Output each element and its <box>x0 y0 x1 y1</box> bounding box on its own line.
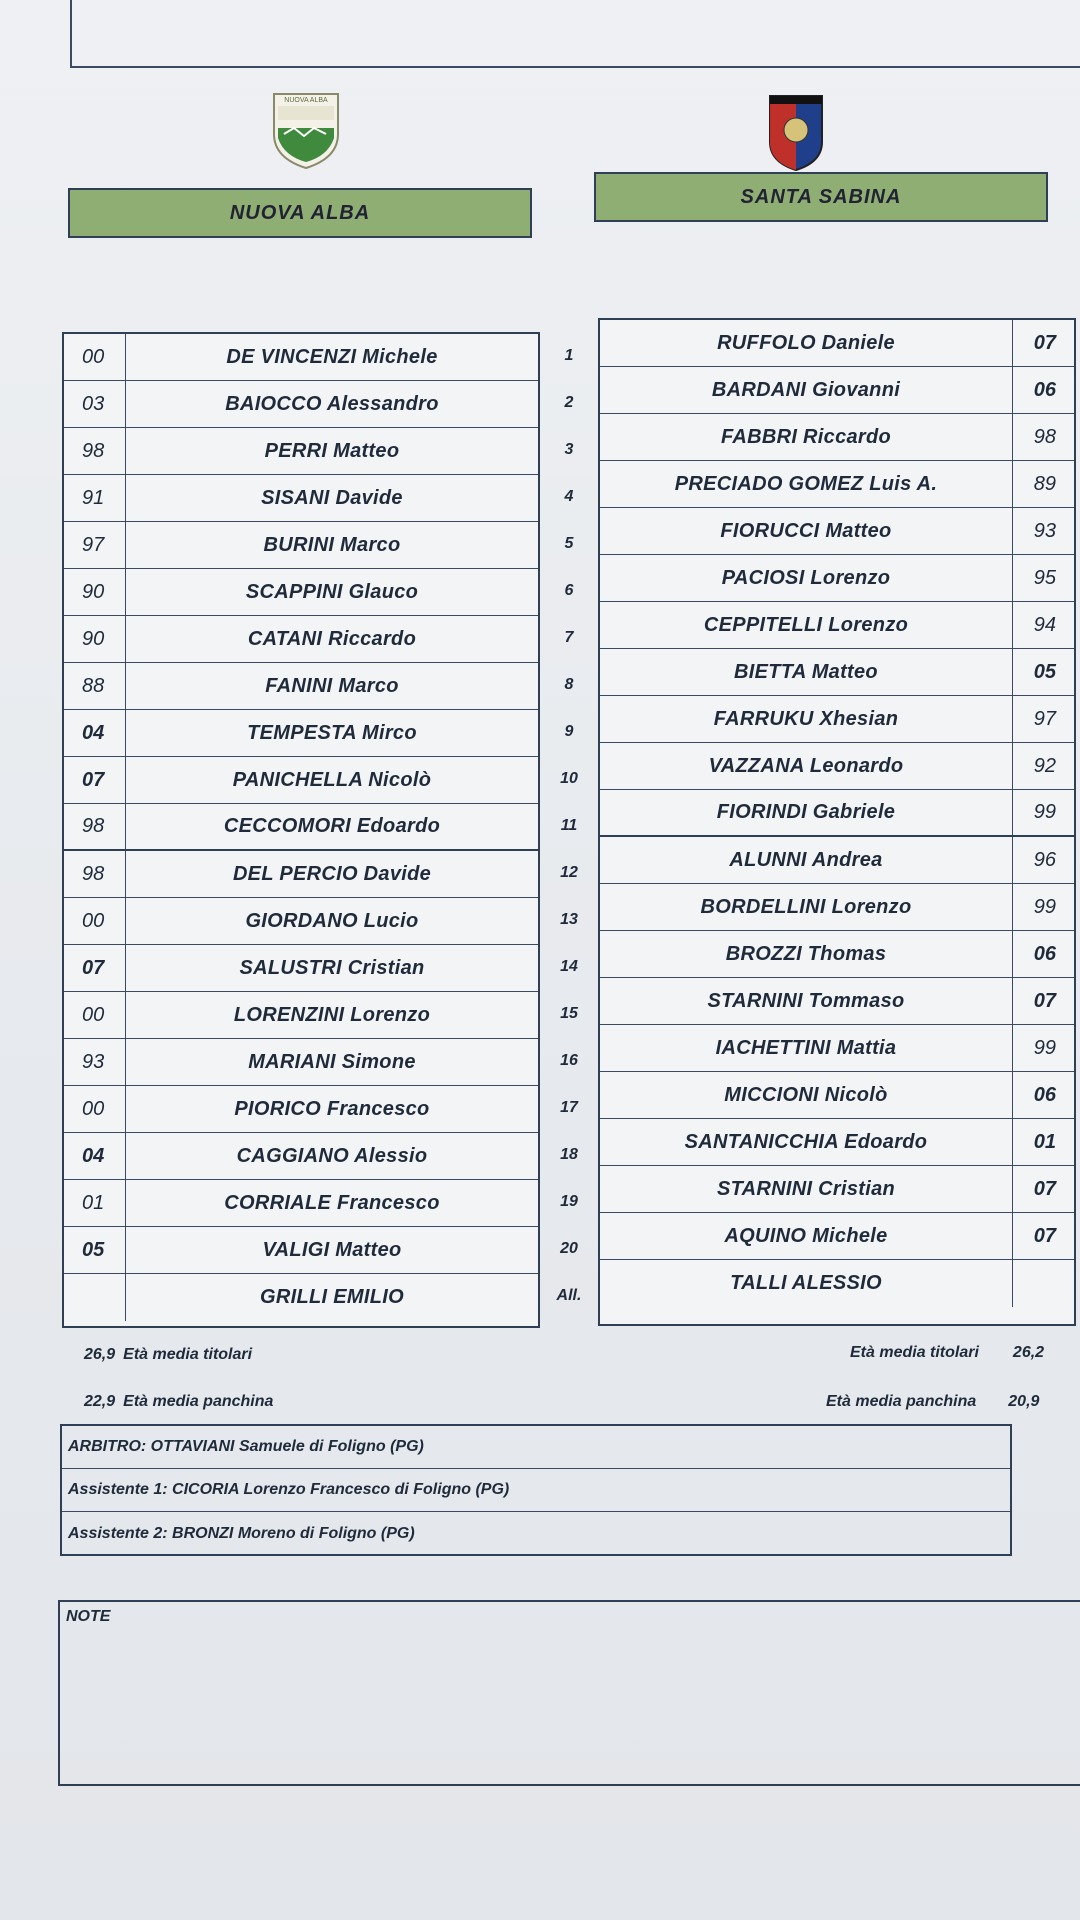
player-name-cell: FIORUCCI Matteo <box>720 519 892 542</box>
birth-year-cell: 00 <box>64 992 126 1038</box>
birth-year-cell: 99 <box>1012 1025 1074 1071</box>
shirt-number: All. <box>556 1286 582 1304</box>
home-roster-table <box>62 332 540 1328</box>
player-name-cell: FABBRI Riccardo <box>720 425 892 448</box>
home-team-name: NUOVA ALBA <box>68 188 532 238</box>
shirt-number: 13 <box>560 910 578 928</box>
birth-year-cell: 88 <box>64 663 126 709</box>
shirt-number: 6 <box>564 581 574 599</box>
birth-year-cell: 94 <box>1012 602 1074 648</box>
table-row <box>600 743 1074 790</box>
table-row <box>600 884 1074 931</box>
table-row <box>600 508 1074 555</box>
table-row <box>64 381 538 428</box>
shirt-number: 1 <box>564 346 574 364</box>
player-name-cell: PRECIADO GOMEZ Luis A. <box>674 472 938 495</box>
birth-year-cell: 90 <box>64 616 126 662</box>
nuova-alba-logo-text: NUOVA ALBA <box>284 97 328 104</box>
birth-year-cell: 05 <box>1012 649 1074 695</box>
away-bench-average-value: 20,9 <box>1008 1393 1040 1410</box>
player-name-cell: BURINI Marco <box>263 533 401 556</box>
shirt-number: 4 <box>564 487 574 505</box>
birth-year-cell: 01 <box>1012 1119 1074 1165</box>
birth-year-cell: 04 <box>64 710 126 756</box>
shirt-number: 10 <box>560 769 578 787</box>
birth-year-cell: 98 <box>64 851 126 897</box>
shirt-number: 17 <box>560 1098 578 1116</box>
player-name-cell: MARIANI Simone <box>248 1050 416 1073</box>
birth-year-cell: 07 <box>64 757 126 803</box>
shirt-number: 9 <box>564 722 574 740</box>
player-name-cell: PANICHELLA Nicolò <box>232 768 432 791</box>
away-starters-average-label: Età media titolari <box>850 1344 979 1361</box>
birth-year-cell: 07 <box>64 945 126 991</box>
home-bench-average <box>84 1393 273 1411</box>
referee-row: ARBITRO: OTTAVIANI Samuele di Foligno (PG) <box>62 1426 1010 1469</box>
birth-year-cell: 93 <box>1012 508 1074 554</box>
player-name-cell: LORENZINI Lorenzo <box>233 1003 431 1026</box>
birth-year-cell: 06 <box>1012 1072 1074 1118</box>
table-row <box>600 931 1074 978</box>
birth-year-cell: 05 <box>64 1227 126 1273</box>
table-row <box>64 1039 538 1086</box>
table-row <box>64 616 538 663</box>
shirt-number-column <box>540 332 598 1328</box>
birth-year-cell: 04 <box>64 1133 126 1179</box>
birth-year-cell: 01 <box>64 1180 126 1226</box>
table-row <box>64 945 538 992</box>
birth-year-cell: 95 <box>1012 555 1074 601</box>
table-row <box>64 1227 538 1274</box>
home-starters-average-value: 26,9 <box>84 1346 116 1363</box>
birth-year-cell: 07 <box>1012 1213 1074 1259</box>
shirt-number: 14 <box>560 957 578 975</box>
player-name-cell: ALUNNI Andrea <box>729 848 883 871</box>
home-bench-average-value: 22,9 <box>84 1393 116 1410</box>
player-name-cell: CECCOMORI Edoardo <box>223 815 441 837</box>
table-row <box>600 555 1074 602</box>
player-name-cell: BIETTA Matteo <box>734 660 878 683</box>
player-name-cell: AQUINO Michele <box>724 1224 888 1247</box>
birth-year-cell: 03 <box>64 381 126 427</box>
shirt-number: 5 <box>564 534 574 552</box>
table-row <box>64 334 538 381</box>
table-row <box>64 1086 538 1133</box>
table-row <box>600 1119 1074 1166</box>
shirt-number: 16 <box>560 1051 578 1069</box>
player-name-cell: SCAPPINI Glauco <box>245 580 419 603</box>
birth-year-cell: 00 <box>64 1086 126 1132</box>
player-name-cell: PACIOSI Lorenzo <box>721 566 891 589</box>
birth-year-cell: 90 <box>64 569 126 615</box>
birth-year-cell: 96 <box>1012 837 1074 883</box>
birth-year-cell: 99 <box>1012 790 1074 835</box>
table-row <box>600 1166 1074 1213</box>
table-row <box>600 367 1074 414</box>
birth-year-cell: 89 <box>1012 461 1074 507</box>
table-row <box>64 475 538 522</box>
shirt-number: 2 <box>564 393 574 411</box>
birth-year-cell: 98 <box>64 428 126 474</box>
notes-box <box>58 1600 1080 1786</box>
player-name-cell: GRILLI EMILIO <box>260 1286 404 1308</box>
table-row <box>64 428 538 475</box>
shirt-number: 11 <box>560 816 578 834</box>
birth-year-cell: 99 <box>1012 884 1074 930</box>
table-row <box>64 898 538 945</box>
table-row <box>64 569 538 616</box>
player-name-cell: TEMPESTA Mirco <box>247 721 417 744</box>
shirt-number: 3 <box>564 440 574 458</box>
officials-table <box>60 1424 1012 1556</box>
table-row <box>600 414 1074 461</box>
birth-year-cell: 97 <box>1012 696 1074 742</box>
player-name-cell: DE VINCENZI Michele <box>226 345 438 368</box>
player-name-cell: CATANI Riccardo <box>247 627 417 650</box>
player-name-cell: SISANI Davide <box>261 486 403 509</box>
birth-year-cell: 00 <box>64 334 126 380</box>
birth-year-cell: 07 <box>1012 1166 1074 1212</box>
player-name-cell: DEL PERCIO Davide <box>232 862 432 885</box>
away-bench-average <box>826 1393 1039 1411</box>
player-name-cell: VALIGI Matteo <box>262 1238 402 1261</box>
player-name-cell: TALLI ALESSIO <box>730 1272 882 1294</box>
table-row <box>64 663 538 710</box>
shirt-number: 18 <box>560 1145 578 1163</box>
birth-year-cell: 06 <box>1012 931 1074 977</box>
table-row <box>64 992 538 1039</box>
player-name-cell: BARDANI Giovanni <box>711 378 901 401</box>
table-row <box>600 790 1074 837</box>
table-row <box>600 649 1074 696</box>
table-row <box>64 1180 538 1227</box>
player-name-cell: RUFFOLO Daniele <box>717 331 895 354</box>
player-name-cell: BORDELLINI Lorenzo <box>700 895 912 918</box>
table-row <box>600 320 1074 367</box>
shirt-number: 8 <box>564 675 574 693</box>
player-name-cell: PIORICO Francesco <box>234 1097 430 1120</box>
table-row <box>600 602 1074 649</box>
shirt-number: 19 <box>560 1192 578 1210</box>
table-row <box>64 757 538 804</box>
player-name-cell: CAGGIANO Alessio <box>236 1144 428 1167</box>
player-name-cell: FARRUKU Xhesian <box>713 707 899 730</box>
birth-year-cell <box>64 1274 126 1321</box>
table-row <box>600 696 1074 743</box>
table-row <box>600 1213 1074 1260</box>
table-row <box>64 804 538 851</box>
shirt-number: 20 <box>560 1239 578 1257</box>
table-row <box>64 851 538 898</box>
birth-year-cell: 92 <box>1012 743 1074 789</box>
player-name-cell: MICCIONI Nicolò <box>724 1083 888 1106</box>
birth-year-cell: 98 <box>64 804 126 849</box>
shirt-number: 15 <box>560 1004 578 1022</box>
santa-sabina-logo <box>766 92 826 172</box>
away-starters-average <box>850 1344 1044 1362</box>
player-name-cell: VAZZANA Leonardo <box>708 754 904 777</box>
away-starters-average-value: 26,2 <box>1012 1344 1045 1361</box>
table-row <box>600 1072 1074 1119</box>
table-row <box>600 1260 1074 1307</box>
birth-year-cell: 07 <box>1012 320 1074 366</box>
shirt-number: 7 <box>564 628 574 646</box>
away-bench-average-label: Età media panchina <box>826 1393 977 1410</box>
table-row <box>64 1133 538 1180</box>
table-row <box>600 978 1074 1025</box>
birth-year-cell: 97 <box>64 522 126 568</box>
player-name-cell: IACHETTINI Mattia <box>715 1036 897 1059</box>
player-name-cell: BROZZI Thomas <box>725 942 887 965</box>
player-name-cell: BAIOCCO Alessandro <box>225 392 439 415</box>
player-name-cell: CEPPITELLI Lorenzo <box>703 613 909 636</box>
player-name-cell: SANTANICCHIA Edoardo <box>684 1130 928 1153</box>
player-name-cell: PERRI Matteo <box>264 439 400 462</box>
table-row <box>600 1025 1074 1072</box>
birth-year-cell <box>1012 1260 1074 1307</box>
table-row <box>600 461 1074 508</box>
assistant-1-row: Assistente 1: CICORIA Lorenzo Francesco di Foligno (PG) <box>62 1469 1010 1512</box>
birth-year-cell: 91 <box>64 475 126 521</box>
home-bench-average-label: Età media panchina <box>123 1393 274 1410</box>
home-starters-average <box>84 1346 252 1364</box>
home-starters-average-label: Età media titolari <box>123 1346 253 1363</box>
birth-year-cell: 07 <box>1012 978 1074 1024</box>
away-roster-table <box>598 318 1076 1326</box>
notes-label: NOTE <box>66 1608 111 1625</box>
header-box <box>70 0 1080 68</box>
player-name-cell: FIORINDI Gabriele <box>716 801 896 823</box>
shirt-number: 12 <box>560 863 578 881</box>
birth-year-cell: 06 <box>1012 367 1074 413</box>
table-row <box>64 522 538 569</box>
table-row <box>600 837 1074 884</box>
player-name-cell: SALUSTRI Cristian <box>239 956 425 979</box>
table-row <box>64 710 538 757</box>
player-name-cell: FANINI Marco <box>265 674 399 697</box>
birth-year-cell: 93 <box>64 1039 126 1085</box>
birth-year-cell: 00 <box>64 898 126 944</box>
away-team-name: SANTA SABINA <box>594 172 1048 222</box>
player-name-cell: CORRIALE Francesco <box>224 1191 440 1214</box>
birth-year-cell: 98 <box>1012 414 1074 460</box>
player-name-cell: STARNINI Tommaso <box>707 989 905 1012</box>
player-name-cell: STARNINI Cristian <box>716 1177 896 1200</box>
table-row <box>64 1274 538 1321</box>
assistant-2-row: Assistente 2: BRONZI Moreno di Foligno (PG) <box>68 1524 415 1542</box>
nuova-alba-logo <box>268 88 344 172</box>
player-name-cell: GIORDANO Lucio <box>245 909 419 932</box>
